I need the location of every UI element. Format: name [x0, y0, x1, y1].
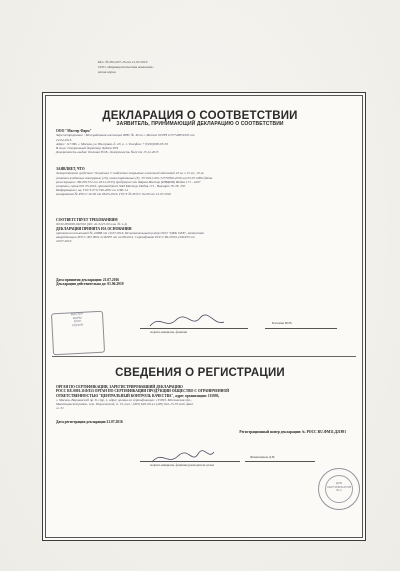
- registration-date: Дата регистрации декларации 21.07.2016: [56, 420, 123, 424]
- section-divider: [52, 356, 356, 357]
- stamp-text: ДЛЯ: [335, 481, 343, 485]
- compliance-line: 20.07.2016: [56, 239, 72, 244]
- dates-block: [56, 278, 354, 287]
- compliance-line: ФСП-000498-040316 (ФС 42-3225-00 изм. № 1-4): [56, 222, 128, 227]
- compliance-line: протокола испытаний № 22888 от 19.07.2016, Испытательный центр ООО "ЦКК ОКБ", аттестат: [56, 230, 204, 235]
- date-accepted: Дата принятия декларации: 21.07.2016: [56, 278, 120, 282]
- stamp-text-block: [319, 482, 359, 493]
- name-line: [265, 328, 337, 329]
- head-signature-caption: подпись инициалы, фамилия руководителя органа: [150, 463, 215, 467]
- meta-line: Исх. № 0014/07-16 от 21.07.2016: [98, 60, 148, 64]
- product-line: упаковки, серия 001 05.2016, производится ЗАО Мастер, Индия 171 - Вакхарт 76-78, 250: [56, 183, 186, 188]
- meta-line: копия верна: [98, 69, 116, 74]
- applicant-line: В лице: Генеральный директор Чуйков Р.Н.: [56, 145, 119, 150]
- head-name-line: [245, 461, 315, 462]
- applicant-line: 22.04.2013.: [56, 137, 73, 142]
- compliance-line: аккредитации РОСС RU.0001.21ФЛ35 от 22.08.2014. Сертификат РОСС RU.0001.21ФЛ35 от: [56, 235, 195, 239]
- registration-line: РОСС RU.0001.11ФЛ33 ОРГАН ПО СЕРТИФИКАЦИИ ПРОДУКЦИИ ОБЩЕСТВО С ОГРАНИЧЕННОЙ: [56, 389, 230, 394]
- product-line: Информация и на, ГОСТ Р 51740-2001 по 1180-14: [56, 188, 128, 193]
- head-name: Фомиченков Д.В.: [250, 455, 276, 459]
- product-line: регистрации: ЛП-001572 от 18.12.2015) продукция Сан Фарма Мастер (ИНДИЯ) Индия 171 - 4207: [56, 179, 201, 184]
- compliance-heading: СООТВЕТСТВУЕТ ТРЕБОВАНИЯМ: [56, 218, 118, 222]
- head-signature-line: [140, 461, 240, 462]
- signature-scribble: [148, 312, 228, 332]
- registration-line: ОТВЕТСТВЕННОСТЬЮ "ЦЕНТРАЛЬНЫЙ КОНТРОЛЬ КАЧЕСТВА", адрес организации: 115093,: [56, 393, 220, 398]
- product-line: Лекарственное средство: Эсцитала ® таблетки покрытые пленочной оболочкой 10 мг x 15 мг; 10 мг: [56, 171, 204, 176]
- registration-line: ОРГАН ПО СЕРТИФИКАЦИИ, ЗАРЕГИСТРИРОВАВШИЙ ДЕКЛАРАЦИЮ: [56, 385, 183, 389]
- registration-line: г. Москва, Варшавский пр. 8, стр. 1, адрес органа по сертификации: 115093, Московская обл.,: [56, 397, 192, 402]
- compliance-basis-heading: ДЕКЛАРАЦИЯ ПРИНЯТА НА ОСНОВАНИИ: [56, 226, 132, 231]
- registration-number-wrap: [56, 430, 346, 434]
- applicant-line: Адрес: 117186, г. Москва, ул. Нагорная, д. 20, к. 1. Телефон: +7(499)990-03-50: [56, 141, 169, 146]
- stamp-text: ФАРМ: [72, 315, 82, 320]
- registration-line: Мытищинский район, пгт. Пироговский, д. 13, тел.: (495) 649-99-41 (495) 642-15-35 моб. факс: [56, 402, 194, 407]
- applicant-line: Доверенность выдан: Блохина Ю.В., доверенность №22 от 15.12.2015: [56, 150, 159, 155]
- company-stamp: [51, 311, 105, 356]
- stamp-text: МАСТЕР: [70, 311, 84, 317]
- product-line: контрактов № РОСС 02.00 от 06.05.2016, ГОСТ № РОСС 02.00 от 13.07.2016: [56, 192, 171, 197]
- registration-title: СВЕДЕНИЯ О РЕГИСТРАЦИИ: [115, 367, 285, 379]
- applicant-name: ООО "Мастер Фарм": [56, 129, 92, 133]
- valid-until: Декларация действительна до: 01.06.2019: [56, 282, 124, 287]
- stamp-text: СЕРТИФИКАТОВ: [326, 484, 351, 489]
- signature-caption: подпись инициалы, фамилия: [150, 330, 187, 334]
- product-line: упаковки ячейковые контурные (10), пачки картонные (3), ТУ 9291-001-74779390-2016 от 03.07.2006 (дата: [56, 175, 213, 180]
- registration-dates: [56, 420, 354, 424]
- registration-block: [56, 385, 354, 411]
- top-handwritten-meta: [98, 60, 258, 74]
- stamp-text: № 2: [336, 488, 342, 493]
- declaration-title: ДЕКЛАРАЦИЯ О СООТВЕТСТВИИ: [102, 110, 298, 122]
- applicant-block: [56, 129, 354, 154]
- signer-name: Блохина Ю.В.: [272, 321, 293, 325]
- compliance-block: [56, 213, 354, 243]
- stamp-text: КОПИЯ: [72, 322, 83, 328]
- meta-line: ООО «Фармацевтическая компания»: [98, 64, 154, 69]
- signature-line: [140, 328, 248, 329]
- declaration-subtitle: ЗАЯВИТЕЛЬ, ПРИНИМАЮЩИЙ ДЕКЛАРАЦИЮ О СООТВЕТСТВИИ: [116, 121, 284, 127]
- certification-stamp: [318, 468, 360, 510]
- registration-number: Регистрационный номер декларации: № РОСС RU.ФМ11.Д21891: [239, 430, 346, 434]
- stamp-text: ООО: [73, 319, 81, 324]
- registration-line: гл. 31: [56, 406, 64, 411]
- product-heading: ЗАЯВЛЯЕТ, ЧТО: [56, 167, 85, 171]
- product-block: [56, 160, 354, 197]
- applicant-line: Зарегистрировано : Межрайонная инспекция ФНС № 46 по г. Москве ОГРН 1137746851995 от: [56, 133, 195, 138]
